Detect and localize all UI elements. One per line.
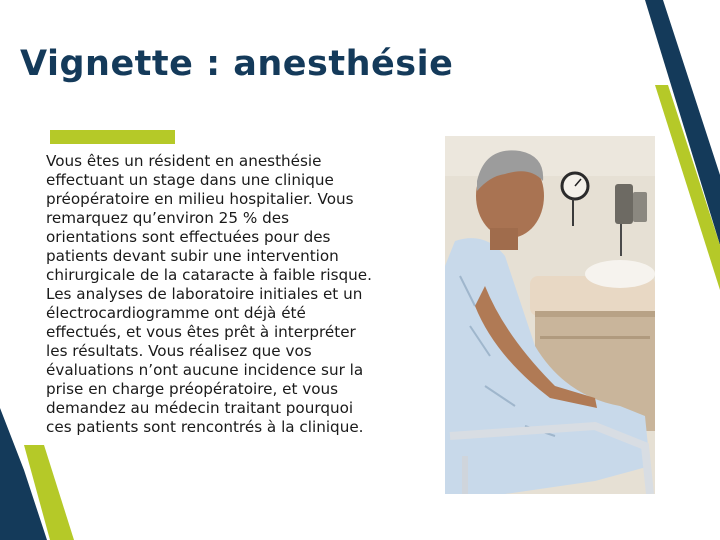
wall-device xyxy=(615,184,633,224)
slide-title: Vignette : anesthésie xyxy=(20,44,454,84)
patient-photo xyxy=(445,136,655,494)
pillow xyxy=(585,260,655,288)
slide-body-text: Vous êtes un résident en anesthésie effectuant un stage dans une clinique préopératoire en milieu hospitalier. Vous remarquez qu’environ 25 % des orientations sont effectuées pour des patients devant subir une intervention chirurgicale de la cataracte à faible risque. Les analyses de laboratoire initiales et un électrocardiogramme ont déjà été effectués, et vous êtes prêt à interpréter les résultats. Vous réalisez que vos évaluations n’ont aucune incidence sur la prise en charge préopératoire, et vous demandez au médecin traitant pourquoi ces patients sont rencontrés à la clinique. xyxy=(46,152,372,436)
right-navy-stripe xyxy=(645,0,720,245)
title-accent-bar xyxy=(50,130,175,144)
